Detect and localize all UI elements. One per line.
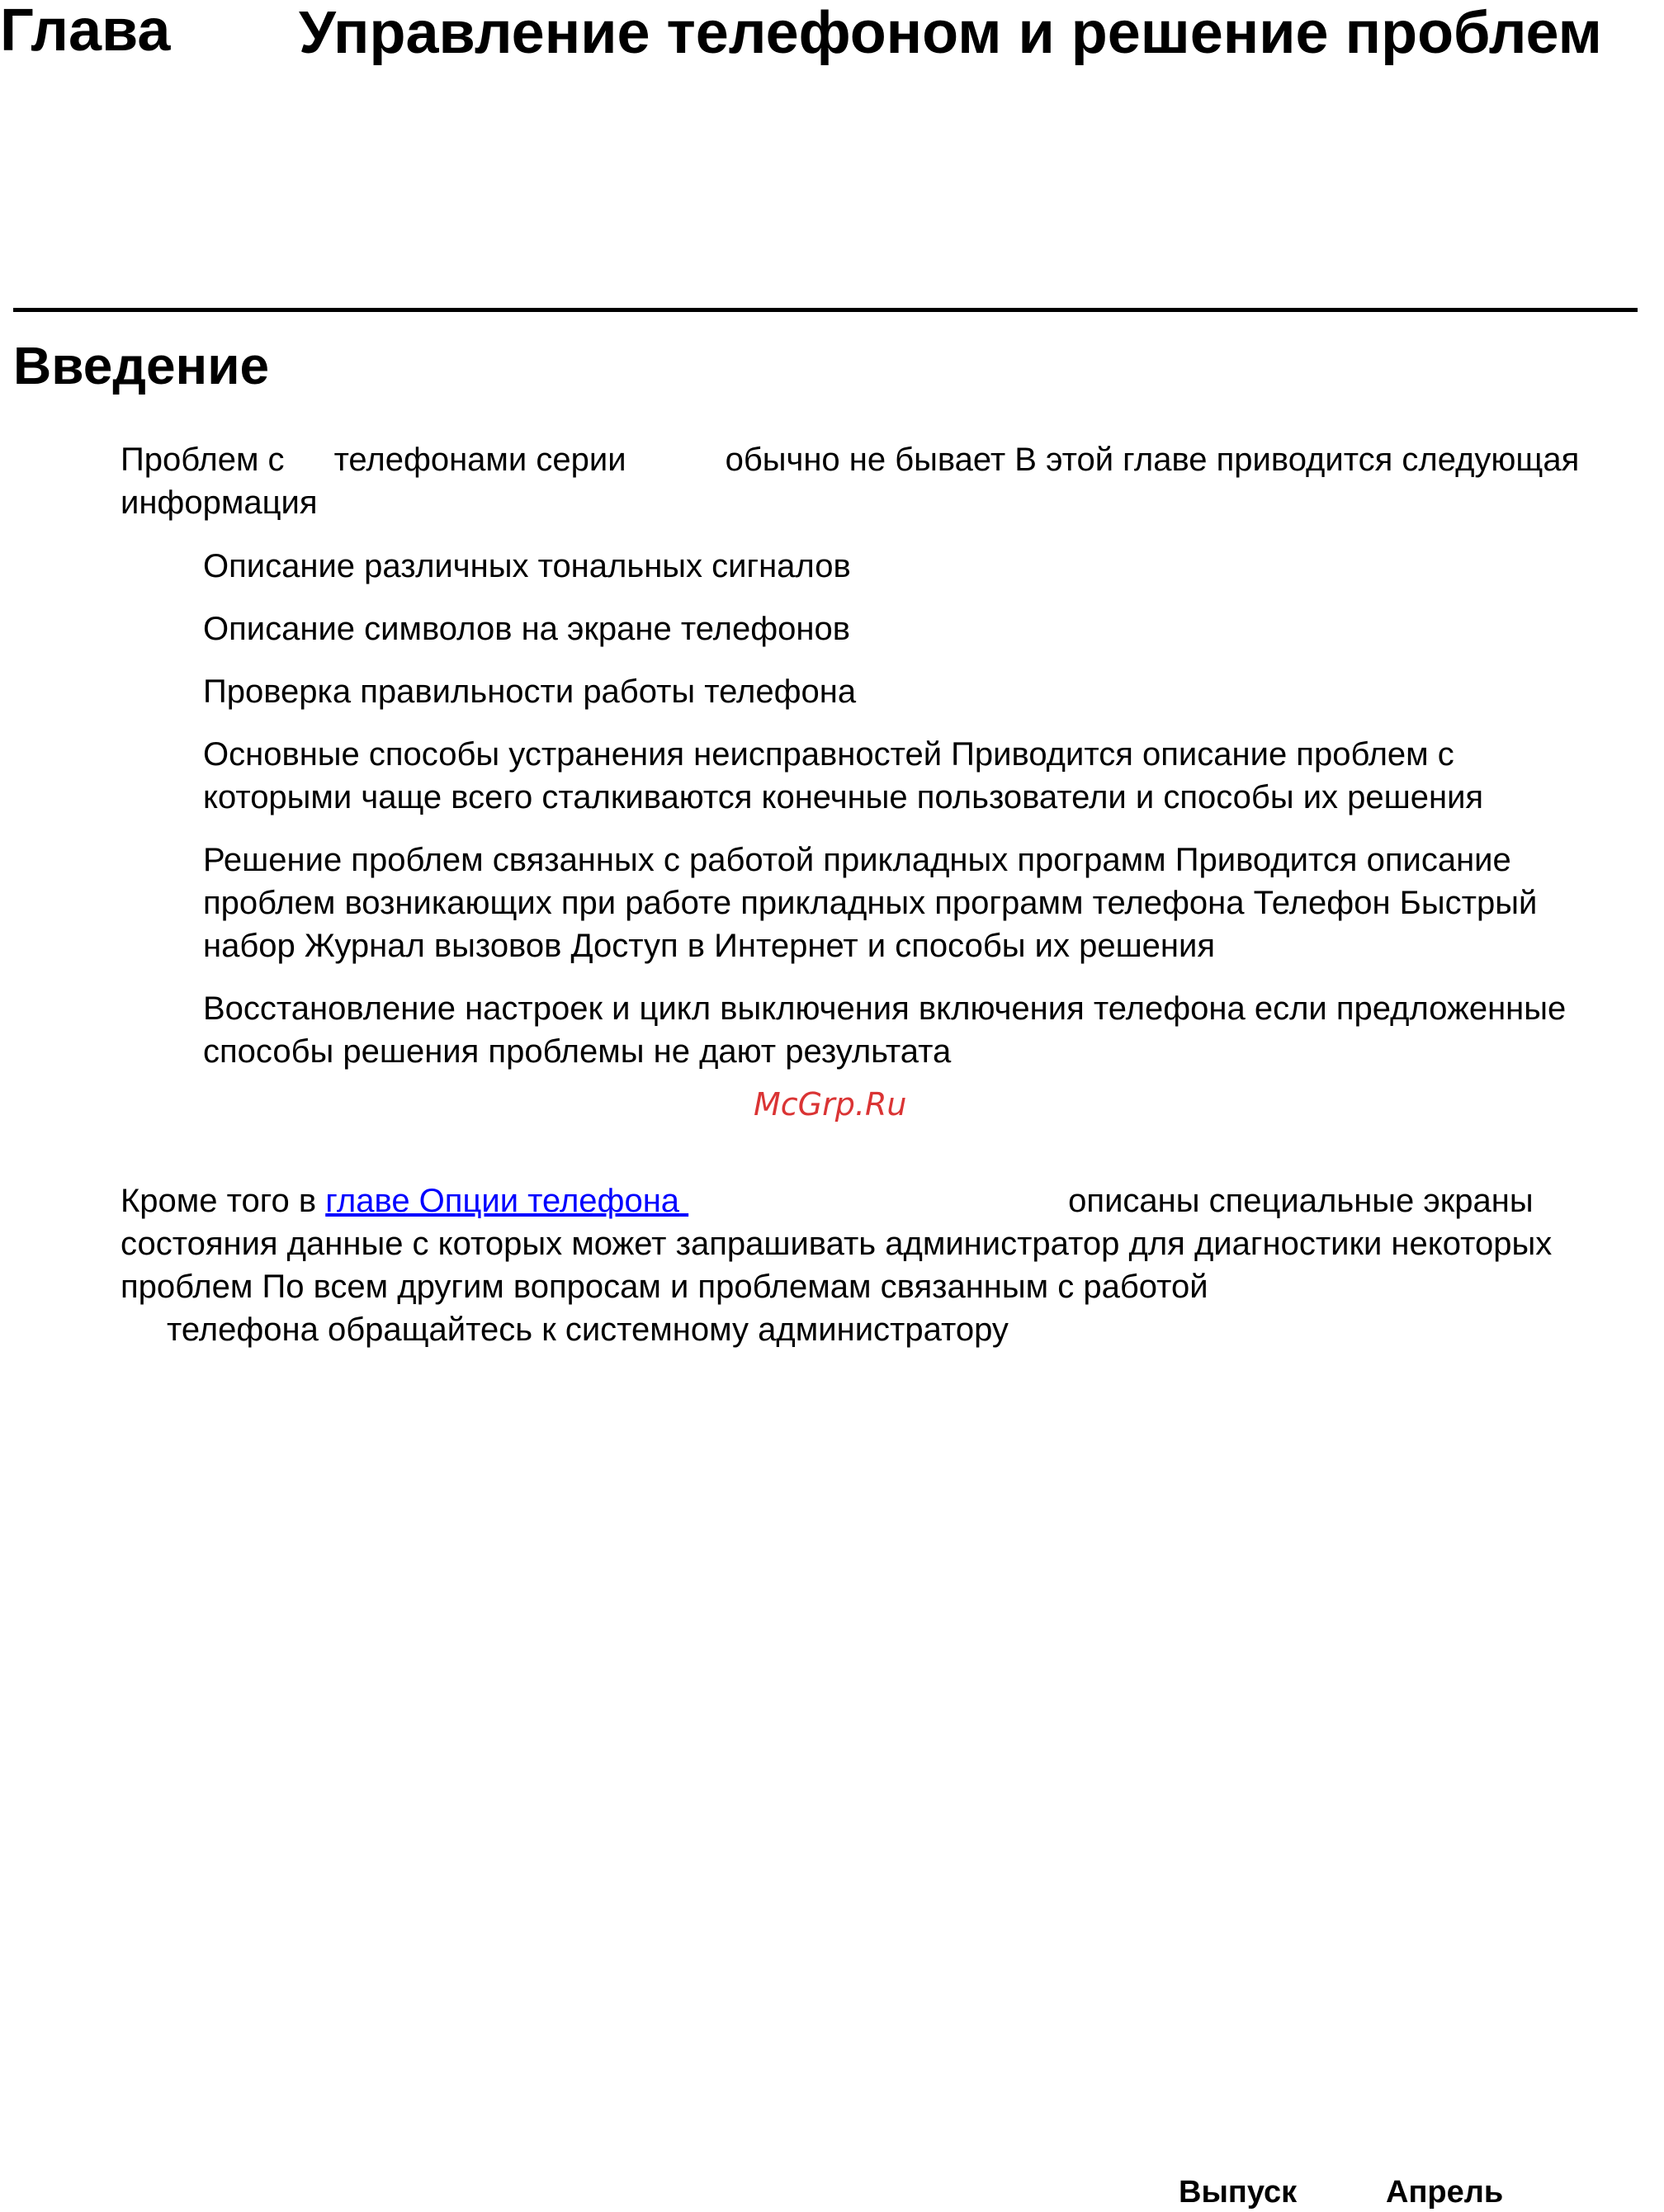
- list-item: Описание символов на экране телефонов: [203, 611, 850, 647]
- chapter-link[interactable]: главе Опции телефона: [325, 1183, 680, 1219]
- chapter-title: Управление телефоном и решение проблем: [299, 0, 1602, 66]
- list-item: Решение проблем связанных с работой прикладных программ Приводится описание проблем возникающих при работе прикладных программ телефона Телефон Быстрый набор Журнал вызовов Доступ в Интернет и способы их решения: [203, 842, 1538, 964]
- intro-part-2: телефонами серии: [333, 442, 626, 478]
- intro-part-1: Проблем с: [121, 442, 285, 478]
- chapter-label: Глава: [0, 0, 171, 64]
- intro-part-3: обычно не бывает В этой главе приводится следующая информация: [121, 442, 1580, 521]
- footer-release: Выпуск: [1179, 2175, 1298, 2210]
- outro-paragraph: [121, 1179, 1656, 1351]
- list-item: Восстановление настроек и цикл выключения включения телефона если предложенные способы решения проблемы не дают результата: [203, 990, 1567, 1070]
- outro-tail: телефона обращайтесь к системному администратору: [167, 1312, 1009, 1348]
- outro-lead: Кроме того в: [121, 1183, 317, 1219]
- section-heading: Введение: [13, 336, 270, 395]
- watermark: McGrp.Ru: [754, 1086, 907, 1123]
- list-item: Основные способы устранения неисправностей Приводится описание проблем с которыми чаще всего сталкиваются конечные пользователи и способы их решения: [203, 736, 1484, 815]
- intro-paragraph: [121, 438, 1656, 524]
- link-underline-extension: [679, 1179, 1059, 1222]
- section-divider: [13, 308, 1638, 312]
- outro-rest: описаны специальные экраны состояния данные с которых может запрашивать администратор для диагностики некоторых проблем По всем другим вопросам и проблемам связанным с работой: [121, 1183, 1553, 1305]
- list-item: Проверка правильности работы телефона: [203, 674, 857, 710]
- footer-month: Апрель: [1386, 2175, 1504, 2210]
- list-item: Описание различных тональных сигналов: [203, 548, 851, 584]
- topic-list: [203, 545, 1606, 1093]
